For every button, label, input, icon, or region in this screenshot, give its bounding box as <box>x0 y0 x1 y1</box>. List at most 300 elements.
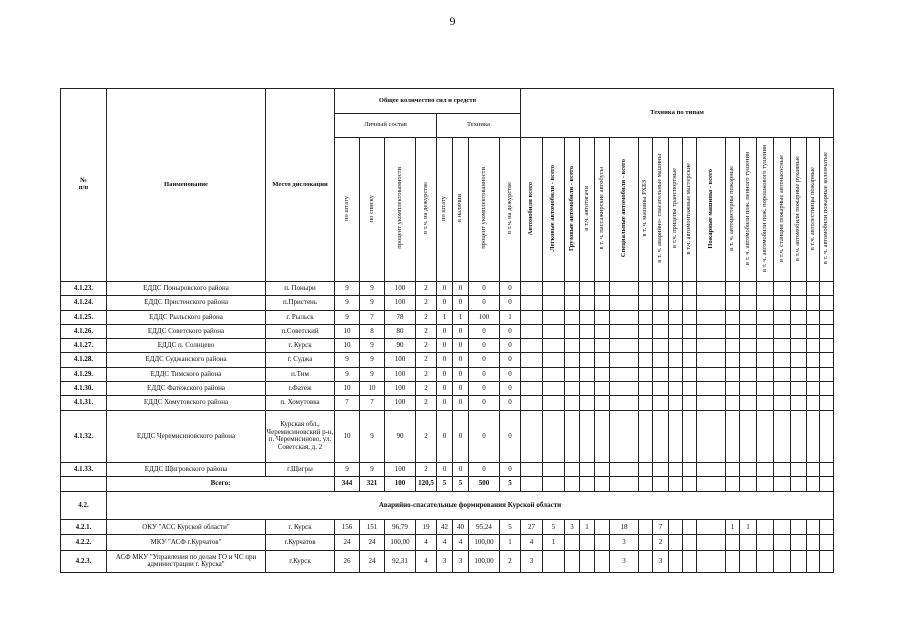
page-number: 9 <box>449 14 456 28</box>
row-type-value <box>791 462 807 476</box>
row-type-value <box>610 339 639 353</box>
row-type-value <box>757 519 774 535</box>
column-header <box>669 138 683 282</box>
row-type-value: 1 <box>726 519 740 535</box>
row-type-value <box>595 282 610 296</box>
table-row <box>61 324 834 338</box>
row-value: 10 <box>335 410 360 462</box>
row-value: 9 <box>360 367 385 381</box>
column-header <box>437 138 453 282</box>
total-type-value <box>791 476 807 491</box>
row-type-value: 27 <box>521 519 543 535</box>
column-header <box>543 138 565 282</box>
column-header-label: в т. ч. автомобили пож. порошкового тушения <box>760 144 768 272</box>
row-location: г.Щигры <box>266 462 335 476</box>
row-value: 9 <box>335 462 360 476</box>
row-type-value <box>639 410 653 462</box>
row-number: 4.1.31. <box>61 396 107 410</box>
row-location: п.Советский <box>266 324 335 338</box>
row-location: г.Курск <box>266 550 335 572</box>
row-type-value <box>726 462 740 476</box>
row-type-value <box>653 410 669 462</box>
row-type-value <box>595 519 610 535</box>
column-header-label: по штату <box>342 195 350 221</box>
row-type-value <box>791 550 807 572</box>
row-value: 100,00 <box>469 535 500 551</box>
row-value: 2 <box>416 410 437 462</box>
row-value: 0 <box>437 367 453 381</box>
row-location: Курская обл., Черемисиновский р-н, п. Черемисиново, ул. Советская, д. 2 <box>266 410 335 462</box>
row-number: 4.1.28. <box>61 353 107 367</box>
header-equipment: Техника <box>437 114 521 138</box>
row-type-value <box>791 282 807 296</box>
row-type-value <box>807 324 820 338</box>
row-type-value <box>639 535 653 551</box>
row-type-value <box>757 382 774 396</box>
row-type-value <box>595 353 610 367</box>
row-type-value <box>726 353 740 367</box>
row-type-value <box>580 535 595 551</box>
row-value: 0 <box>500 382 521 396</box>
row-number: 4.2.3. <box>61 550 107 572</box>
row-type-value <box>774 339 791 353</box>
row-type-value <box>653 462 669 476</box>
row-type-value <box>565 339 580 353</box>
row-value: 100 <box>385 367 416 381</box>
row-type-value <box>683 310 697 324</box>
total-value: 344 <box>335 476 360 491</box>
row-value: 2 <box>416 396 437 410</box>
column-header-label: Грузовые автомобили - всего <box>567 165 575 251</box>
row-type-value <box>639 339 653 353</box>
row-type-value <box>807 353 820 367</box>
row-value: 10 <box>335 339 360 353</box>
row-value: 0 <box>437 296 453 310</box>
total-type-value <box>774 476 791 491</box>
row-value: 100,00 <box>469 550 500 572</box>
row-value: 0 <box>469 324 500 338</box>
row-value: 0 <box>453 324 469 338</box>
row-type-value: 2 <box>653 535 669 551</box>
row-type-value <box>726 396 740 410</box>
row-type-value <box>740 367 757 381</box>
row-type-value <box>774 310 791 324</box>
row-location: п.Пристень <box>266 296 335 310</box>
row-number: 4.1.27. <box>61 339 107 353</box>
row-type-value <box>697 519 726 535</box>
row-type-value <box>595 296 610 310</box>
row-type-value <box>521 382 543 396</box>
row-type-value <box>610 396 639 410</box>
row-type-value <box>697 382 726 396</box>
row-value: 0 <box>453 382 469 396</box>
row-type-value <box>565 367 580 381</box>
row-number: 4.1.30. <box>61 382 107 396</box>
column-header <box>416 138 437 282</box>
total-row <box>61 476 834 491</box>
row-location: г.Фатеж <box>266 382 335 396</box>
row-type-value <box>697 410 726 462</box>
row-type-value <box>653 367 669 381</box>
column-header <box>469 138 500 282</box>
row-type-value: 7 <box>653 519 669 535</box>
column-header <box>610 138 639 282</box>
row-value: 9 <box>360 296 385 310</box>
total-type-value <box>740 476 757 491</box>
resources-table <box>60 88 834 573</box>
row-type-value <box>807 396 820 410</box>
table-row <box>61 519 834 535</box>
row-name: ЕДДС Тимского района <box>107 367 266 381</box>
row-location: г.Курчатов <box>266 535 335 551</box>
row-value: 10 <box>360 382 385 396</box>
row-number: 4.1.25. <box>61 310 107 324</box>
total-value: 100 <box>385 476 416 491</box>
row-type-value <box>683 550 697 572</box>
row-value: 0 <box>437 324 453 338</box>
row-value: 0 <box>500 324 521 338</box>
row-type-value <box>820 296 834 310</box>
total-type-value <box>543 476 565 491</box>
row-type-value <box>774 296 791 310</box>
row-type-value <box>580 550 595 572</box>
row-value: 0 <box>500 396 521 410</box>
row-value: 0 <box>453 410 469 462</box>
row-type-value <box>521 296 543 310</box>
row-type-value <box>543 382 565 396</box>
column-header-label: в т.ч. прицепы транспортные <box>671 168 679 249</box>
row-value: 2 <box>416 282 437 296</box>
row-number: 4.1.32. <box>61 410 107 462</box>
total-type-value <box>807 476 820 491</box>
row-type-value <box>791 324 807 338</box>
header-total-forces: Общее количество сил и средств <box>335 89 521 114</box>
row-type-value <box>807 382 820 396</box>
row-type-value <box>595 367 610 381</box>
row-type-value <box>543 367 565 381</box>
row-value: 7 <box>360 310 385 324</box>
column-header <box>757 138 774 282</box>
table-row <box>61 353 834 367</box>
row-value: 24 <box>360 535 385 551</box>
row-type-value <box>820 535 834 551</box>
row-type-value <box>726 310 740 324</box>
row-type-value <box>610 324 639 338</box>
row-value: 0 <box>469 462 500 476</box>
row-type-value <box>683 396 697 410</box>
column-header <box>683 138 697 282</box>
row-type-value <box>565 382 580 396</box>
row-type-value <box>521 324 543 338</box>
row-value: 0 <box>469 367 500 381</box>
row-type-value <box>807 550 820 572</box>
row-type-value <box>697 282 726 296</box>
total-type-value <box>757 476 774 491</box>
row-value: 100 <box>385 382 416 396</box>
row-value: 0 <box>437 282 453 296</box>
row-value: 2 <box>416 367 437 381</box>
row-type-value <box>774 324 791 338</box>
column-header-label: в т.ч. на дежурстве <box>421 182 429 235</box>
header-location: Место дислокации <box>266 89 335 282</box>
row-type-value <box>653 310 669 324</box>
table-row <box>61 382 834 396</box>
row-name: ОКУ "АСС Курской области" <box>107 519 266 535</box>
row-type-value <box>580 353 595 367</box>
table-row <box>61 367 834 381</box>
row-value: 9 <box>360 462 385 476</box>
total-type-value <box>669 476 683 491</box>
row-type-value <box>757 410 774 462</box>
row-type-value <box>726 296 740 310</box>
column-header-label: процент укомплектованности <box>395 167 403 250</box>
row-value: 0 <box>437 353 453 367</box>
row-type-value <box>791 296 807 310</box>
row-type-value <box>774 353 791 367</box>
row-value: 2 <box>416 353 437 367</box>
row-value: 1 <box>500 310 521 324</box>
column-header <box>740 138 757 282</box>
row-value: 100,00 <box>385 535 416 551</box>
row-type-value <box>565 396 580 410</box>
row-value: 4 <box>416 550 437 572</box>
row-type-value <box>697 550 726 572</box>
row-value: 0 <box>453 282 469 296</box>
total-value: 5 <box>500 476 521 491</box>
row-value: 0 <box>437 396 453 410</box>
row-type-value <box>683 382 697 396</box>
row-type-value <box>610 296 639 310</box>
row-value: 26 <box>335 550 360 572</box>
row-type-value <box>565 296 580 310</box>
row-name: ЕДДС Советского района <box>107 324 266 338</box>
row-value: 2 <box>500 550 521 572</box>
row-type-value <box>543 282 565 296</box>
column-header-label: в т.ч. автотягачи <box>582 185 590 231</box>
row-type-value <box>791 396 807 410</box>
row-type-value <box>653 353 669 367</box>
row-value: 95,24 <box>469 519 500 535</box>
row-type-value <box>521 353 543 367</box>
row-type-value <box>820 282 834 296</box>
column-header <box>453 138 469 282</box>
row-number: 4.1.24. <box>61 296 107 310</box>
row-number: 4.1.26. <box>61 324 107 338</box>
row-value: 0 <box>469 282 500 296</box>
row-name: ЕДДС Щигровского района <box>107 462 266 476</box>
row-value: 1 <box>453 310 469 324</box>
column-header-label: в т. ч. автоцистерны пожарные <box>728 165 736 251</box>
column-header-label: в т.ч. автолестницы пожарные <box>808 166 816 250</box>
row-type-value <box>595 310 610 324</box>
row-type-value <box>820 462 834 476</box>
total-value: 321 <box>360 476 385 491</box>
row-value: 0 <box>469 296 500 310</box>
row-value: 80 <box>385 324 416 338</box>
row-type-value <box>565 462 580 476</box>
column-header-label: Легковые автомобили - всего <box>549 165 557 252</box>
row-type-value <box>740 339 757 353</box>
row-value: 5 <box>500 519 521 535</box>
row-type-value <box>740 396 757 410</box>
row-value: 0 <box>469 396 500 410</box>
row-value: 0 <box>500 353 521 367</box>
row-type-value <box>726 282 740 296</box>
row-type-value <box>595 535 610 551</box>
table-row <box>61 410 834 462</box>
row-type-value <box>653 382 669 396</box>
row-type-value <box>683 462 697 476</box>
row-type-value <box>820 339 834 353</box>
row-type-value <box>683 353 697 367</box>
row-type-value <box>543 310 565 324</box>
row-type-value <box>543 410 565 462</box>
row-location: п. Хомутовка <box>266 396 335 410</box>
column-header <box>639 138 653 282</box>
column-header-label: в наличии <box>456 194 464 223</box>
row-type-value <box>697 310 726 324</box>
row-type-value <box>740 535 757 551</box>
row-value: 100 <box>385 296 416 310</box>
row-type-value <box>683 282 697 296</box>
total-type-value <box>820 476 834 491</box>
row-type-value <box>653 282 669 296</box>
row-type-value <box>669 282 683 296</box>
row-name: ЕДДС Суджанского района <box>107 353 266 367</box>
row-type-value <box>565 410 580 462</box>
row-value: 7 <box>335 396 360 410</box>
total-type-value <box>521 476 543 491</box>
row-type-value <box>757 535 774 551</box>
row-value: 0 <box>500 282 521 296</box>
table-row <box>61 396 834 410</box>
row-number: 4.1.23. <box>61 282 107 296</box>
row-value: 9 <box>335 353 360 367</box>
row-type-value <box>653 339 669 353</box>
total-type-value <box>580 476 595 491</box>
column-header <box>697 138 726 282</box>
row-value: 151 <box>360 519 385 535</box>
row-value: 1 <box>437 310 453 324</box>
row-type-value <box>580 324 595 338</box>
row-value: 0 <box>500 410 521 462</box>
row-type-value <box>595 382 610 396</box>
row-name: ЕДДС Фатежского района <box>107 382 266 396</box>
row-type-value <box>820 396 834 410</box>
row-type-value <box>580 339 595 353</box>
row-type-value <box>774 462 791 476</box>
row-type-value <box>565 550 580 572</box>
row-type-value <box>639 282 653 296</box>
total-empty <box>61 476 107 491</box>
row-type-value <box>726 550 740 572</box>
row-type-value <box>820 410 834 462</box>
column-header <box>521 138 543 282</box>
row-type-value <box>791 367 807 381</box>
row-value: 3 <box>437 550 453 572</box>
row-type-value: 18 <box>610 519 639 535</box>
row-type-value <box>639 519 653 535</box>
row-value: 0 <box>437 462 453 476</box>
row-type-value <box>565 353 580 367</box>
row-type-value <box>757 367 774 381</box>
row-value: 4 <box>437 535 453 551</box>
row-type-value <box>639 324 653 338</box>
total-value: 500 <box>469 476 500 491</box>
row-value: 0 <box>469 339 500 353</box>
row-type-value <box>697 535 726 551</box>
column-header-label: Пожарные машины - всего <box>706 168 714 249</box>
row-type-value <box>543 296 565 310</box>
column-header-label: в т. ч. пассажирские автобусы <box>597 167 605 250</box>
total-type-value <box>610 476 639 491</box>
column-header-label: Автомобили всего <box>527 181 535 235</box>
row-type-value <box>820 310 834 324</box>
table-row <box>61 296 834 310</box>
row-type-value <box>774 535 791 551</box>
total-value: 5 <box>453 476 469 491</box>
row-type-value <box>740 296 757 310</box>
column-header-label: в т. ч. аварийно- спасательные машины <box>656 153 664 263</box>
total-value: 5 <box>437 476 453 491</box>
row-type-value <box>610 462 639 476</box>
row-value: 42 <box>437 519 453 535</box>
row-value: 2 <box>416 324 437 338</box>
row-value: 96,79 <box>385 519 416 535</box>
row-type-value <box>669 382 683 396</box>
header-personnel: Личный состав <box>335 114 437 138</box>
row-value: 9 <box>360 410 385 462</box>
row-type-value <box>697 367 726 381</box>
column-header <box>807 138 820 282</box>
row-type-value <box>683 519 697 535</box>
row-type-value <box>669 410 683 462</box>
row-type-value <box>807 282 820 296</box>
row-type-value <box>791 519 807 535</box>
row-name: АСФ МКУ "Управления по делам ГО и ЧС при администрации г. Курска" <box>107 550 266 572</box>
row-type-value <box>669 310 683 324</box>
row-value: 7 <box>360 396 385 410</box>
row-type-value <box>521 339 543 353</box>
column-header <box>653 138 669 282</box>
row-type-value <box>595 324 610 338</box>
row-name: ЕДДС Поныровского района <box>107 282 266 296</box>
row-location: г. Рыльск <box>266 310 335 324</box>
row-value: 2 <box>416 382 437 396</box>
row-value: 0 <box>469 410 500 462</box>
row-value: 0 <box>500 296 521 310</box>
row-value: 0 <box>453 296 469 310</box>
row-type-value <box>807 519 820 535</box>
column-header <box>595 138 610 282</box>
header-equipment-by-type: Техника по типам <box>521 89 834 138</box>
row-type-value <box>521 367 543 381</box>
table-row <box>61 310 834 324</box>
row-type-value <box>653 296 669 310</box>
row-type-value <box>565 310 580 324</box>
row-type-value <box>683 535 697 551</box>
row-type-value <box>697 296 726 310</box>
column-header <box>791 138 807 282</box>
total-type-value <box>565 476 580 491</box>
row-type-value: 4 <box>521 535 543 551</box>
row-type-value <box>683 324 697 338</box>
column-header-label: по штату <box>440 195 448 221</box>
row-type-value <box>791 410 807 462</box>
row-type-value <box>757 324 774 338</box>
row-type-value <box>740 324 757 338</box>
row-value: 9 <box>335 367 360 381</box>
